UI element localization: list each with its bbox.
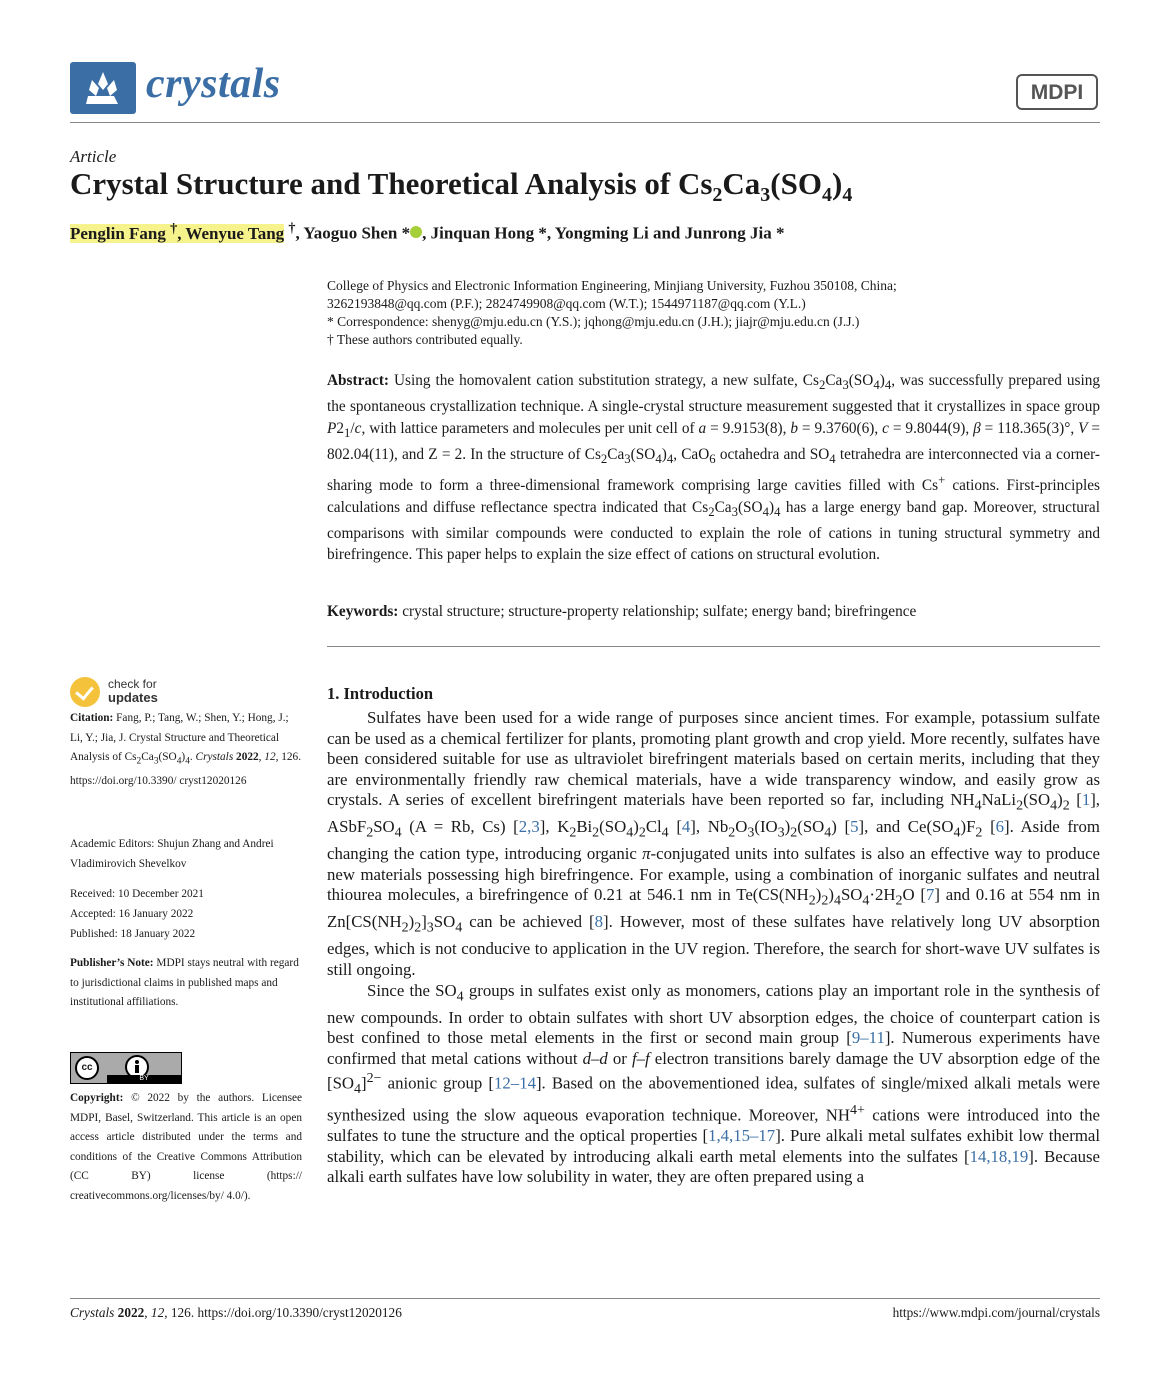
header-divider: [70, 122, 1100, 123]
copyright-text: © 2022 by the authors. Licensee MDPI, Basel, Switzerland. This article is an open access article distributed under the terms and conditions of the Creative Commons Attribution (CC BY) license (https:// creativecommons.org/licenses/by/ 4.0/).: [70, 1092, 303, 1202]
footer-doi-link[interactable]: , 126. https://doi.org/10.3390/cryst12020126: [164, 1305, 402, 1320]
crystal-icon: [84, 70, 122, 108]
check-updates-line2: updates: [108, 690, 158, 705]
footer-divider: [70, 1298, 1100, 1299]
received-date: Received: 10 December 2021: [70, 888, 204, 900]
body-text: [327, 708, 1100, 1188]
orcid-icon[interactable]: [410, 226, 422, 238]
abstract-divider: [327, 646, 1100, 647]
affiliations: [327, 277, 1102, 349]
citation-text: Fang, P.; Tang, W.; Shen, Y.; Hong, J.; Li, Y.; Jia, J. Crystal Structure and Theoretical Analysis of: [70, 712, 289, 763]
abstract-label: Abstract:: [327, 372, 390, 389]
footer-year: 2022: [117, 1305, 145, 1320]
page-title: Crystal Structure and Theoretical Analysis of $Cs_2Ca_3(SO_4)_4$: [70, 166, 853, 207]
accepted-date: Accepted: 16 January 2022: [70, 908, 194, 920]
author-rest: , Jinquan Hong *, Yongming Li and Junrong Jia *: [422, 223, 785, 243]
publisher-note-label: Publisher’s Note:: [70, 957, 154, 969]
citation-label: Citation:: [70, 712, 114, 724]
author-fang[interactable]: Penglin Fang: [70, 223, 166, 243]
author-tang[interactable]: Wenyue Tang: [185, 223, 285, 243]
mdpi-logo[interactable]: MDPI: [1016, 74, 1098, 110]
paragraph: Since the $SO_4$ groups in sulfates exist only as monomers, cations play an important role in the synthesis of new compounds. In order to obtain sulfates with short UV absorption edges, the choice of counterpart cation is best confined to those metal elements in the first or second main group [9–11]. Numerous experiments have confirmed that metal cations without d–d or f–f electron transitions barely damage the UV absorption edge of the $[SO_4]^{2-}$ anionic group [12–14]. Based on the abovementioned idea, sulfates of single/mixed alkali metals were synthesized using the slow aqueous evaporation technique. Moreover, $NH^{4+}$ cations were introduced into the sulfates to tune the structure and the optical properties [1,4,15–17]. Pure alkali metal sulfates exhibit low thermal stability, which can be elevated by introducing alkali earth metal elements into the sulfates [14,18,19]. Because alkali earth sulfates have low solubility in water, they are often prepared using a: [327, 980, 1101, 1187]
paragraph: Sulfates have been used for a wide range of purposes since ancient times. For example, potassium sulfate can be used as a chemical fertilizer for plants, promoting plant growth and crop yield. More recently, sulfates have been considered suitable for use as ultraviolet birefringent materials based on certain merits, including that they are environmentally friendly raw chemical materials, have a wide transparency window, and easily grow as crystals. A series of excellent birefringent materials have been reported so far, including $NH_4NaLi_2(SO_4)_2$ [1], $ASbF_2SO_4$ (A = Rb, Cs) [2,3], $K_2Bi_2(SO_4)_2Cl_4$ [4], $Nb_2O_3(IO_3)_2(SO_4)$ [5], and $Ce(SO_4)F_2$ [6]. Aside from changing the cation type, introducing organic π-conjugated units into sulfates is also an effective way to produce new materials possessing high birefringence. For example, using a combination of inorganic sulfates and neutral thiourea molecules, a birefringence of 0.21 at 546.1 nm in $Te(CS(NH_2)_2)_4SO_4\cdot 2H_2O$ [7] and 0.16 at 554 nm in $Zn[CS(NH_2)_2]_3SO_4$ can be achieved [8]. However, most of these sulfates have relatively long UV absorption edges, which is not conducive to application in the UV region. Therefore, the search for short-wave UV sulfates is still ongoing.: [327, 708, 1100, 979]
section-heading: 1. Introduction: [327, 684, 434, 703]
affiliation-emails: 3262193848@qq.com (P.F.); 2824749908@qq.com (W.T.); 1544971187@qq.com (Y.L.): [327, 296, 806, 311]
published-date: Published: 18 January 2022: [70, 928, 196, 940]
publisher-note-text: MDPI stays neutral with regard to jurisdictional claims in published maps and institutional affiliations.: [70, 957, 299, 1008]
copyright-notice: [70, 1089, 302, 1206]
keywords-label: Keywords:: [327, 603, 399, 620]
check-updates-line1: check for: [108, 677, 157, 691]
cc-icon: cc: [75, 1056, 99, 1080]
keywords-list: crystal structure; structure-property relationship; sulfate; energy band; birefringence: [402, 603, 917, 620]
footer-citation: Crystals 2022, 12, 126. https://doi.org/10.3390/cryst12020126: [70, 1305, 402, 1320]
publisher-note: [70, 954, 302, 1013]
journal-name[interactable]: crystals: [146, 61, 281, 107]
keywords: [327, 601, 1100, 622]
by-label: BY: [107, 1075, 181, 1083]
correspondence: * Correspondence: shenyg@mju.edu.cn (Y.S.); jqhong@mju.edu.cn (J.H.); jiajr@mju.edu.cn (J.J.): [327, 314, 860, 329]
author-list: Penglin Fang †, Wenyue Tang †, Yaoguo Shen * , Jinquan Hong *, Yongming Li and Junrong Jia *: [70, 220, 785, 243]
footer-volume: 12: [150, 1305, 165, 1320]
author-shen[interactable]: Yaoguo Shen *: [303, 223, 411, 243]
footer-journal: Crystals: [70, 1305, 115, 1320]
citation-year: 2022: [236, 751, 259, 763]
article-type: Article: [70, 147, 117, 166]
citation-volume: 12: [264, 751, 276, 763]
journal-logo: [70, 62, 136, 114]
cc-by-license-badge[interactable]: [70, 1052, 182, 1084]
citation-journal: Crystals: [195, 751, 234, 763]
copyright-label: Copyright:: [70, 1092, 124, 1104]
academic-editors: Academic Editors: Shujun Zhang and Andrei Vladimirovich Shevelkov: [70, 838, 274, 870]
abstract: Abstract: Using the homovalent cation substitution strategy, a new sulfate, $Cs_2Ca_3(SO_4)_4$, was successfully prepared using the spontaneous crystallization technique. A single-crystal structure measurement suggested that it crystallizes in space group $P2_1/c$, with lattice parameters and molecules per unit cell of a = 9.9153(8), b = 9.3760(6), c = 9.8044(9), β = 118.365(3)°, V = 802.04(11), and Z = 2. In the structure of $Cs_2Ca_3(SO_4)_4$, CaO$_6$ octahedra and $SO_4$ tetrahedra are interconnected via a corner-sharing mode to form a three-dimensional framework comprising large cavities filled with Cs+ cations. First-principles calculations and diffuse reflectance spectra indicated that $Cs_2Ca_3(SO_4)_4$ has a large energy band gap. Moreover, structural comparisons with similar compounds were conducted to explain the role of cations in tuning structural symmetry and birefringence. This paper helps to explain the size effect of cations on structural evolution.: [327, 372, 1101, 564]
equal-contribution-note: † These authors contributed equally.: [327, 332, 523, 347]
citation-block: Citation: Fang, P.; Tang, W.; Shen, Y.; Hong, J.; Li, Y.; Jia, J. Crystal Structure and Theoretical Analysis of $Cs_2Ca_3(SO_4)_4$. Crystals 2022, 12, 126. https://doi.org/10.3390/ cryst12020126: [70, 712, 302, 787]
affiliation-line: College of Physics and Electronic Information Engineering, Minjiang University, Fuzhou 350108, China;: [327, 278, 897, 293]
check-for-updates-button[interactable]: [70, 675, 250, 709]
footer-journal-url[interactable]: https://www.mdpi.com/journal/crystals: [892, 1305, 1100, 1320]
checkmark-icon: [70, 677, 100, 707]
citation-doi[interactable]: , 126. https://doi.org/10.3390/ cryst12020126: [70, 751, 302, 787]
